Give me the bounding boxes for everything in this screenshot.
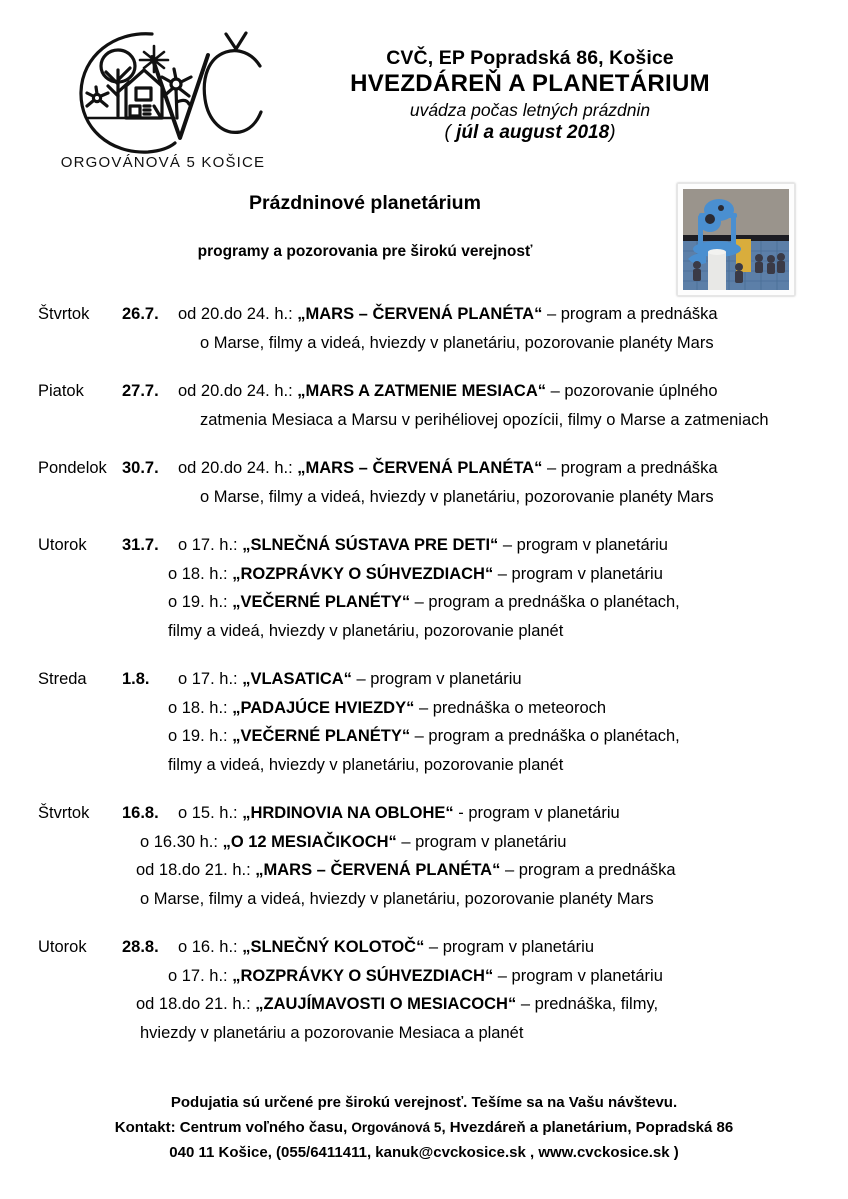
program-date: 31.7. [122,536,159,554]
program-entry [0,300,848,357]
footer-contact [0,1115,848,1140]
program-title: „MARS A ZATMENIE MESIACA“ [297,382,546,400]
program-first-line [0,454,848,483]
document-footer [0,1090,848,1165]
program-date: 26.7. [122,305,159,323]
program-tail: - program v planetáriu [453,804,620,822]
program-continuation-line [0,990,848,1019]
program-title: „VEČERNÉ PLANÉTY“ [232,727,411,745]
program-continuation-line [0,560,848,589]
program-tail: – program v planetáriu [498,536,668,554]
program-time: o 18. h.: [168,698,233,717]
season-close-paren: ) [609,122,616,144]
program-title: „O 12 MESIAČIKOCH“ [222,832,397,851]
program-first-line [0,531,848,560]
footer-contact-b: , Hvezdáreň a planetárium, Popradská 86 [441,1119,734,1136]
program-title: „ZAUJÍMAVOSTI O MESIACOCH“ [255,995,517,1013]
program-entry [0,799,848,913]
program-first-line [0,300,848,329]
program-day: Utorok [38,938,87,956]
program-date: 30.7. [122,459,159,477]
program-date: 27.7. [122,382,159,400]
program-continuation-line [0,483,848,512]
program-note: filmy a videá, hviezdy v planetáriu, pozorovanie planét [168,755,564,774]
program-time: od 18.do 21. h.: [136,861,256,879]
program-day: Štvrtok [38,804,90,822]
program-title: „MARS – ČERVENÁ PLANÉTA“ [297,459,543,477]
program-entry [0,377,848,434]
program-first-line [0,665,848,694]
program-tail: – program v planetáriu [493,564,663,583]
season-line [280,122,780,143]
program-title: „HRDINOVIA NA OBLOHE“ [242,804,454,822]
program-time: o 17. h.: [178,536,243,554]
program-title: „SLNEČNÁ SÚSTAVA PRE DETI“ [242,536,499,554]
program-time: o 17. h.: [168,966,233,985]
program-tail: – pozorovanie úplného [545,382,718,400]
program-tail: – program a prednáška [500,861,676,879]
program-time: od 18.do 21. h.: [136,995,256,1013]
program-continuation-line [0,962,848,991]
program-tail: – program a prednáška o planétach, [410,727,680,745]
program-first-line [0,933,848,962]
program-title: „MARS – ČERVENÁ PLANÉTA“ [297,305,543,323]
program-first-line [0,377,848,406]
program-title: „ROZPRÁVKY O SÚHVEZDIACH“ [232,966,494,985]
program-description [178,377,848,406]
program-description [178,933,848,962]
program-tail: – program a prednáška o planétach, [410,593,680,611]
footer-invitation: Podujatia sú určené pre širokú verejnosť. Tešíme sa na Vašu návštevu. [170,1094,678,1111]
program-title: „SLNEČNÝ KOLOTOČ“ [242,938,425,956]
cvc-logo [56,22,271,172]
program-day: Piatok [38,382,84,400]
subtitle-section [0,178,848,300]
logo-caption: ORGOVÁNOVÁ 5 KOŠICE [60,154,266,171]
program-continuation-line [0,588,848,617]
program-description [178,300,848,329]
program-continuation-line [0,828,848,857]
program-tail: – program v planetáriu [424,938,595,956]
program-continuation-line [0,856,848,885]
program-tail: – program v planetáriu [493,966,663,985]
program-title: „VEČERNÉ PLANÉTY“ [232,593,411,611]
program-time: o 19. h.: [168,593,233,611]
page-subtitle: programy a pozorovania pre širokú verejnosť [197,243,533,260]
program-tail: – prednáška o meteoroch [414,698,607,717]
program-tail: – prednáška, filmy, [516,995,659,1013]
program-time: o 17. h.: [178,670,243,688]
program-description [178,454,848,483]
program-day: Pondelok [38,459,107,477]
program-tail: – program v planetáriu [396,832,567,851]
program-time: od 20.do 24. h.: [178,382,298,400]
program-continuation-line [0,1019,848,1048]
program-day: Streda [38,670,87,688]
program-note: hviezdy v planetáriu a pozorovanie Mesiaca a planét [140,1023,524,1042]
organization-line: CVČ, EP Popradská 86, Košice [386,47,674,69]
program-time: o 15. h.: [178,804,243,822]
program-note: o Marse, filmy a videá, hviezdy v planetáriu, pozorovanie planéty Mars [200,487,714,506]
program-note: filmy a videá, hviezdy v planetáriu, pozorovanie planét [168,621,564,640]
facility-name: HVEZDÁREŇ A PLANETÁRIUM [350,69,710,97]
program-entry [0,665,848,779]
program-title: „MARS – ČERVENÁ PLANÉTA“ [255,861,501,879]
header-title-block [280,48,780,144]
season-open-paren: ( [444,122,457,144]
program-continuation-line [0,751,848,780]
program-note: o Marse, filmy a videá, hviezdy v planetáriu, pozorovanie planéty Mars [140,889,654,908]
footer-address-small: Orgovánová 5 [351,1120,442,1135]
program-title: „PADAJÚCE HVIEZDY“ [232,698,415,717]
program-continuation-line [0,617,848,646]
program-time: od 20.do 24. h.: [178,305,298,323]
program-description [178,799,848,828]
program-list [0,300,848,1047]
program-first-line [0,799,848,828]
program-time: o 18. h.: [168,564,233,583]
program-tail: – program a prednáška [542,459,718,477]
program-continuation-line [0,722,848,751]
planetarium-photo [677,183,795,296]
program-time: od 20.do 24. h.: [178,459,298,477]
program-continuation-line [0,406,848,435]
program-title: „ROZPRÁVKY O SÚHVEZDIACH“ [232,564,494,583]
program-note: zatmenia Mesiaca a Marsu v perihéliovej opozícii, filmy o Marse a zatmeniach [200,410,769,429]
program-time: o 19. h.: [168,727,233,745]
program-time: o 16.30 h.: [140,832,223,851]
program-title: „VLASATICA“ [242,670,352,688]
program-tail: – program a prednáška [542,305,718,323]
program-date: 28.8. [122,938,159,956]
program-entry [0,454,848,511]
tagline: uvádza počas letných prázdnin [409,99,651,120]
program-entry [0,933,848,1047]
page-title: Prázdninové planetárium [249,192,481,214]
program-note: o Marse, filmy a videá, hviezdy v planetáriu, pozorovanie planéty Mars [200,333,714,352]
footer-contact-a: Kontakt: Centrum voľného času, [114,1119,352,1136]
program-entry [0,531,848,645]
program-time: o 16. h.: [178,938,243,956]
program-continuation-line [0,694,848,723]
program-description [178,665,848,694]
document-header [0,0,848,178]
program-continuation-line [0,329,848,358]
footer-contact-details: 040 11 Košice, (055/6411411, kanuk@cvckosice.sk , www.cvckosice.sk ) [169,1144,679,1161]
program-continuation-line [0,885,848,914]
program-tail: – program v planetáriu [351,670,522,688]
program-day: Utorok [38,536,87,554]
program-date: 16.8. [122,804,159,822]
program-day: Štvrtok [38,305,90,323]
program-description [178,531,848,560]
season-text: júl a august 2018 [456,122,610,144]
program-date: 1.8. [122,670,150,688]
